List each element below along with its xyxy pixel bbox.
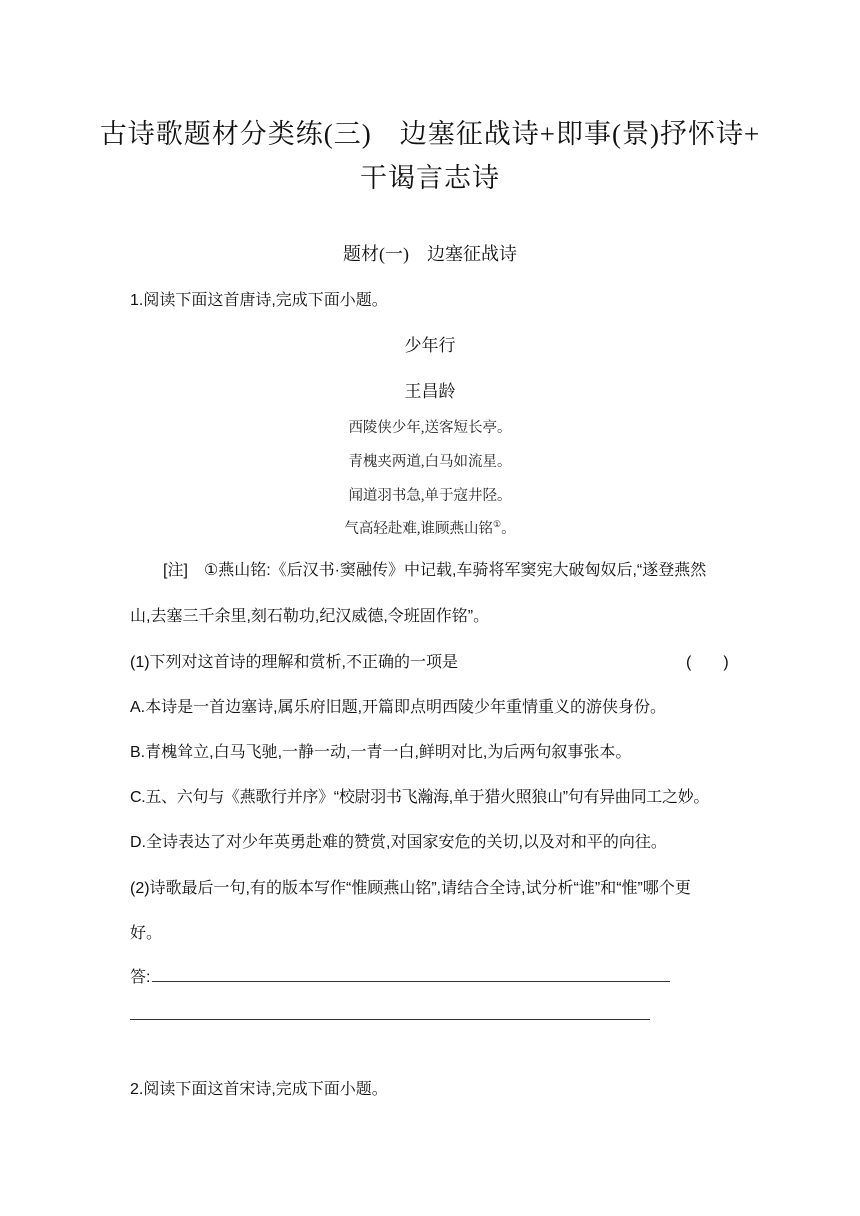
- question-2-intro: 2.阅读下面这首宋诗,完成下面小题。: [130, 1081, 388, 1098]
- poem-line-4-text: 气高轻赴难,谁顾燕山铭: [344, 521, 494, 537]
- section-heading: 题材(一) 边塞征战诗: [343, 244, 517, 264]
- subquestion-1: (1)下列对这首诗的理解和赏析,不正确的一项是: [130, 654, 459, 671]
- page-title-line-1: 古诗歌题材分类练(三) 边塞征战诗+即事(景)抒怀诗+: [99, 119, 761, 149]
- footnote-marker: ①: [493, 519, 502, 530]
- option-b: B.青槐耸立,白马飞驰,一静一动,一青一白,鲜明对比,为后两句叙事张本。: [130, 744, 632, 761]
- answer-bracket: ( ): [686, 654, 729, 671]
- poem-line-2: 青槐夹两道,白马如流星。: [348, 454, 512, 470]
- question-1-intro: 1.阅读下面这首唐诗,完成下面小题。: [130, 292, 388, 309]
- answer-label: 答:: [130, 969, 151, 986]
- page-title-line-2: 干谒言志诗: [360, 163, 500, 193]
- poem-line-4: [0, 517, 860, 538]
- subquestion-2-line-2: 好。: [130, 925, 163, 942]
- annotation-line-1: [注] ①燕山铭:《后汉书·窦融传》中记载,车骑将军窦宪大破匈奴后,“遂登燕然: [163, 562, 707, 579]
- option-a: A.本诗是一首边塞诗,属乐府旧题,开篇即点明西陵少年重情重义的游侠身份。: [130, 699, 667, 716]
- poem-line-4-end: 。: [501, 521, 516, 537]
- option-d: D.全诗表达了对少年英勇赴难的赞赏,对国家安危的关切,以及对和平的向往。: [130, 834, 667, 851]
- poem-author: 王昌龄: [404, 382, 456, 401]
- poem-title: 少年行: [404, 336, 456, 355]
- answer-line-1[interactable]: [152, 981, 670, 982]
- option-c: C.五、六句与《燕歌行并序》“校尉羽书飞瀚海,单于猎火照狼山”句有异曲同工之妙。: [130, 789, 710, 806]
- annotation-line-2: 山,去塞三千余里,刻石勒功,纪汉威德,令班固作铭”。: [130, 608, 490, 625]
- subquestion-2-line-1: (2)诗歌最后一句,有的版本写作“惟顾燕山铭”,请结合全诗,试分析“谁”和“惟”哪个更: [130, 880, 691, 897]
- poem-line-3: 闻道羽书急,单于寇井陉。: [348, 488, 512, 504]
- poem-line-1: 西陵侠少年,送客短长亭。: [348, 420, 512, 436]
- answer-line-2[interactable]: [130, 1019, 650, 1020]
